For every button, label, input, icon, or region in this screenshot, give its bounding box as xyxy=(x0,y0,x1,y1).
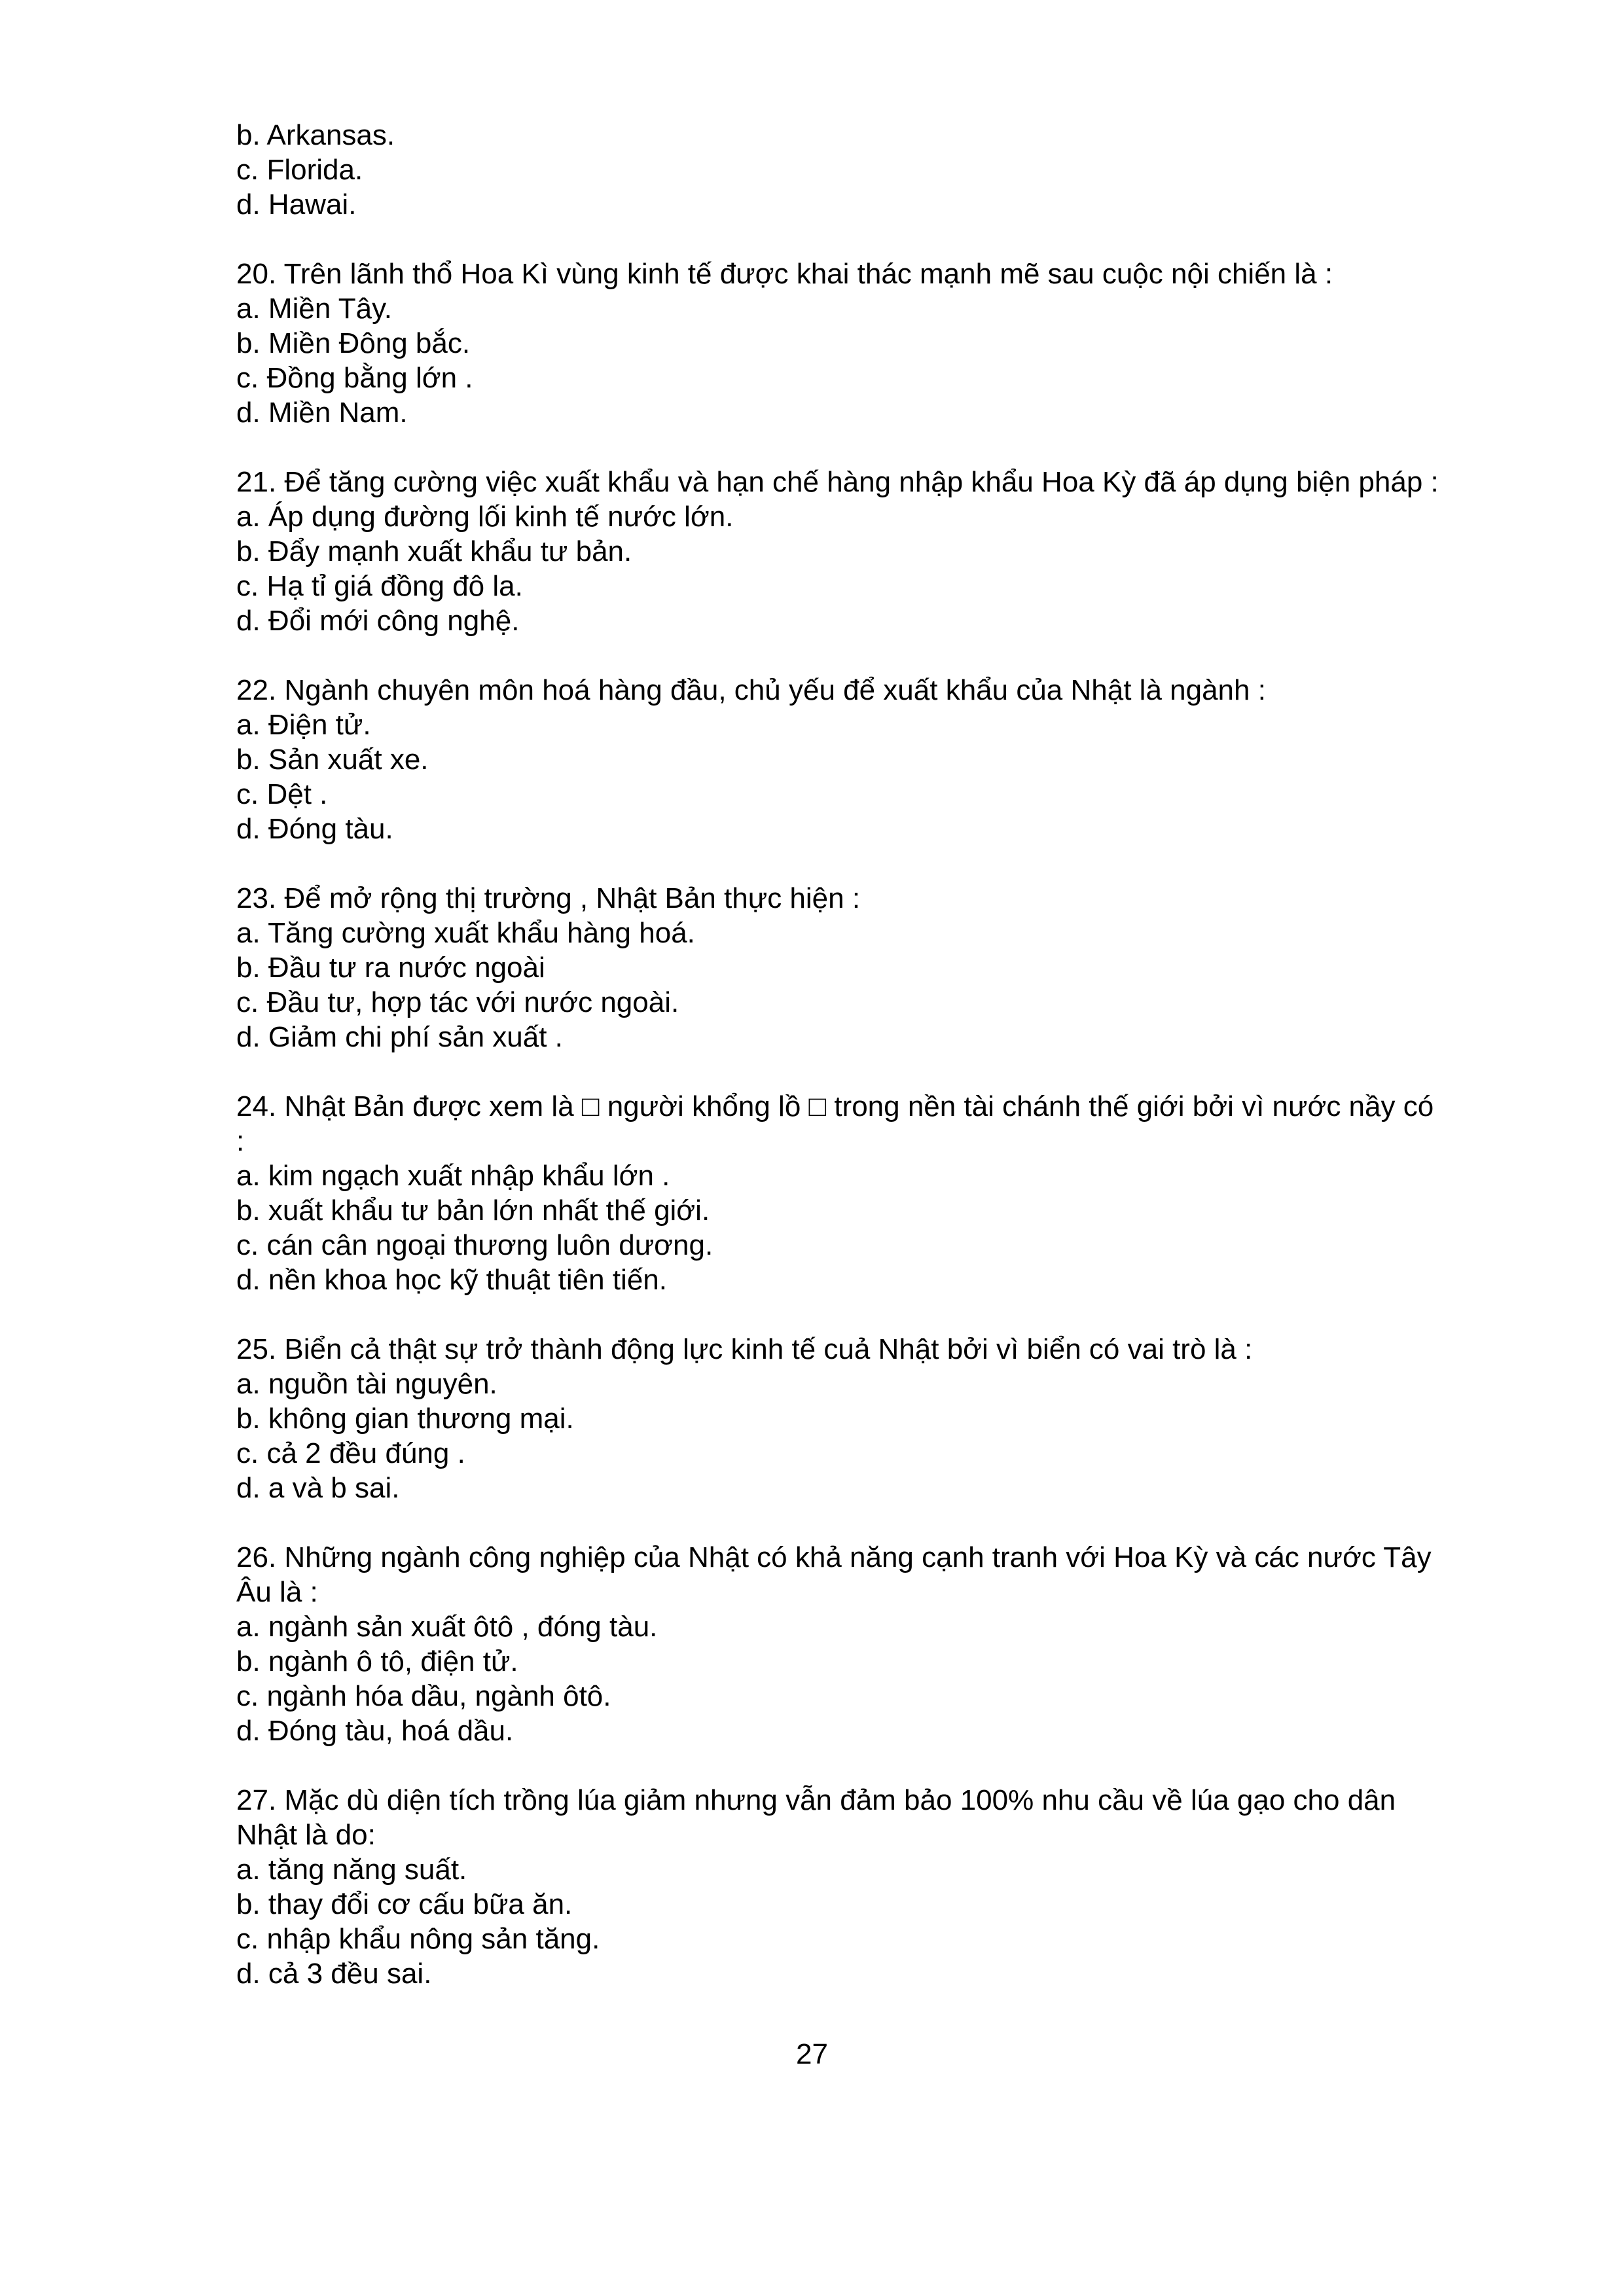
option-a: a. Áp dụng đường lối kinh tế nước lớn. xyxy=(236,501,734,533)
question-21 xyxy=(236,465,1532,638)
question-text: 22. Ngành chuyên môn hoá hàng đầu, chủ yếu để xuất khẩu của Nhật là ngành : xyxy=(236,674,1266,706)
question-24 xyxy=(236,1089,1532,1297)
option: d. Hawai. xyxy=(236,188,357,221)
option-b: b. xuất khẩu tư bản lớn nhất thế giới. xyxy=(236,1194,710,1227)
option: c. Florida. xyxy=(236,154,363,186)
option-c: c. Hạ tỉ giá đồng đô la. xyxy=(236,570,523,602)
option-b: b. Sản xuất xe. xyxy=(236,744,429,776)
option-d: d. Đóng tàu, hoá dầu. xyxy=(236,1715,514,1747)
question-text-continued: Âu là : xyxy=(236,1576,318,1608)
question-text-continued: Nhật là do: xyxy=(236,1819,376,1851)
question-text: 26. Những ngành công nghiệp của Nhật có khả năng cạnh tranh với Hoa Kỳ và các nước Tây xyxy=(236,1541,1432,1573)
option-d: d. a và b sai. xyxy=(236,1472,400,1504)
option-a: a. kim ngạch xuất nhập khẩu lớn . xyxy=(236,1160,670,1192)
option-a: a. ngành sản xuất ôtô , đóng tàu. xyxy=(236,1611,658,1643)
question-text: 27. Mặc dù diện tích trồng lúa giảm nhưng vẫn đảm bảo 100% nhu cầu về lúa gạo cho dân xyxy=(236,1784,1396,1816)
option-c: c. Dệt . xyxy=(236,778,328,810)
option-a: a. tăng năng suất. xyxy=(236,1854,467,1886)
question-text: 23. Để mở rộng thị trường , Nhật Bản thực hiện : xyxy=(236,882,861,914)
question-20 xyxy=(236,257,1532,430)
continued-options xyxy=(236,118,1532,222)
option-b: b. thay đổi cơ cấu bữa ăn. xyxy=(236,1888,573,1920)
option-d: d. Giảm chi phí sản xuất . xyxy=(236,1021,563,1053)
option-a: a. Điện tử. xyxy=(236,709,371,741)
question-text-continued: : xyxy=(236,1125,245,1157)
option-c: c. cán cân ngoại thương luôn dương. xyxy=(236,1229,713,1261)
option: b. Arkansas. xyxy=(236,119,395,151)
question-23 xyxy=(236,881,1532,1054)
question-26 xyxy=(236,1540,1532,1748)
option-a: a. Tăng cường xuất khẩu hàng hoá. xyxy=(236,917,695,949)
option-b: b. Đẩy mạnh xuất khẩu tư bản. xyxy=(236,535,632,567)
option-a: a. Miền Tây. xyxy=(236,293,393,325)
option-b: b. Miền Đông bắc. xyxy=(236,327,471,359)
option-c: c. Đầu tư, hợp tác với nước ngoài. xyxy=(236,986,679,1018)
option-d: d. nền khoa học kỹ thuật tiên tiến. xyxy=(236,1264,668,1296)
question-text: 25. Biển cả thật sự trở thành động lực kinh tế cuả Nhật bởi vì biển có vai trò là : xyxy=(236,1333,1253,1365)
option-d: d. cả 3 đều sai. xyxy=(236,1958,432,1990)
question-22 xyxy=(236,673,1532,846)
option-d: d. Miền Nam. xyxy=(236,397,408,429)
option-d: d. Đóng tàu. xyxy=(236,813,393,845)
option-b: b. Đầu tư ra nước ngoài xyxy=(236,952,545,984)
question-27 xyxy=(236,1783,1532,1991)
option-c: c. ngành hóa dầu, ngành ôtô. xyxy=(236,1680,611,1712)
question-text: 20. Trên lãnh thổ Hoa Kì vùng kinh tế được khai thác mạnh mẽ sau cuộc nội chiến là : xyxy=(236,258,1333,290)
page-number: 27 xyxy=(796,2038,828,2070)
option-d: d. Đổi mới công nghệ. xyxy=(236,605,520,637)
option-c: c. cả 2 đều đúng . xyxy=(236,1437,465,1469)
option-b: b. ngành ô tô, điện tử. xyxy=(236,1645,518,1677)
question-25 xyxy=(236,1332,1532,1505)
option-b: b. không gian thương mại. xyxy=(236,1403,574,1435)
option-c: c. Đồng bằng lớn . xyxy=(236,362,473,394)
question-text: 24. Nhật Bản được xem là □ người khổng lồ □ trong nền tài chánh thế giới bởi vì nước nầy có xyxy=(236,1090,1434,1122)
document-page xyxy=(236,118,1532,1991)
option-c: c. nhập khẩu nông sản tăng. xyxy=(236,1923,600,1955)
option-a: a. nguồn tài nguyên. xyxy=(236,1368,497,1400)
question-text: 21. Để tăng cường việc xuất khẩu và hạn chế hàng nhập khẩu Hoa Kỳ đã áp dụng biện pháp : xyxy=(236,466,1439,498)
